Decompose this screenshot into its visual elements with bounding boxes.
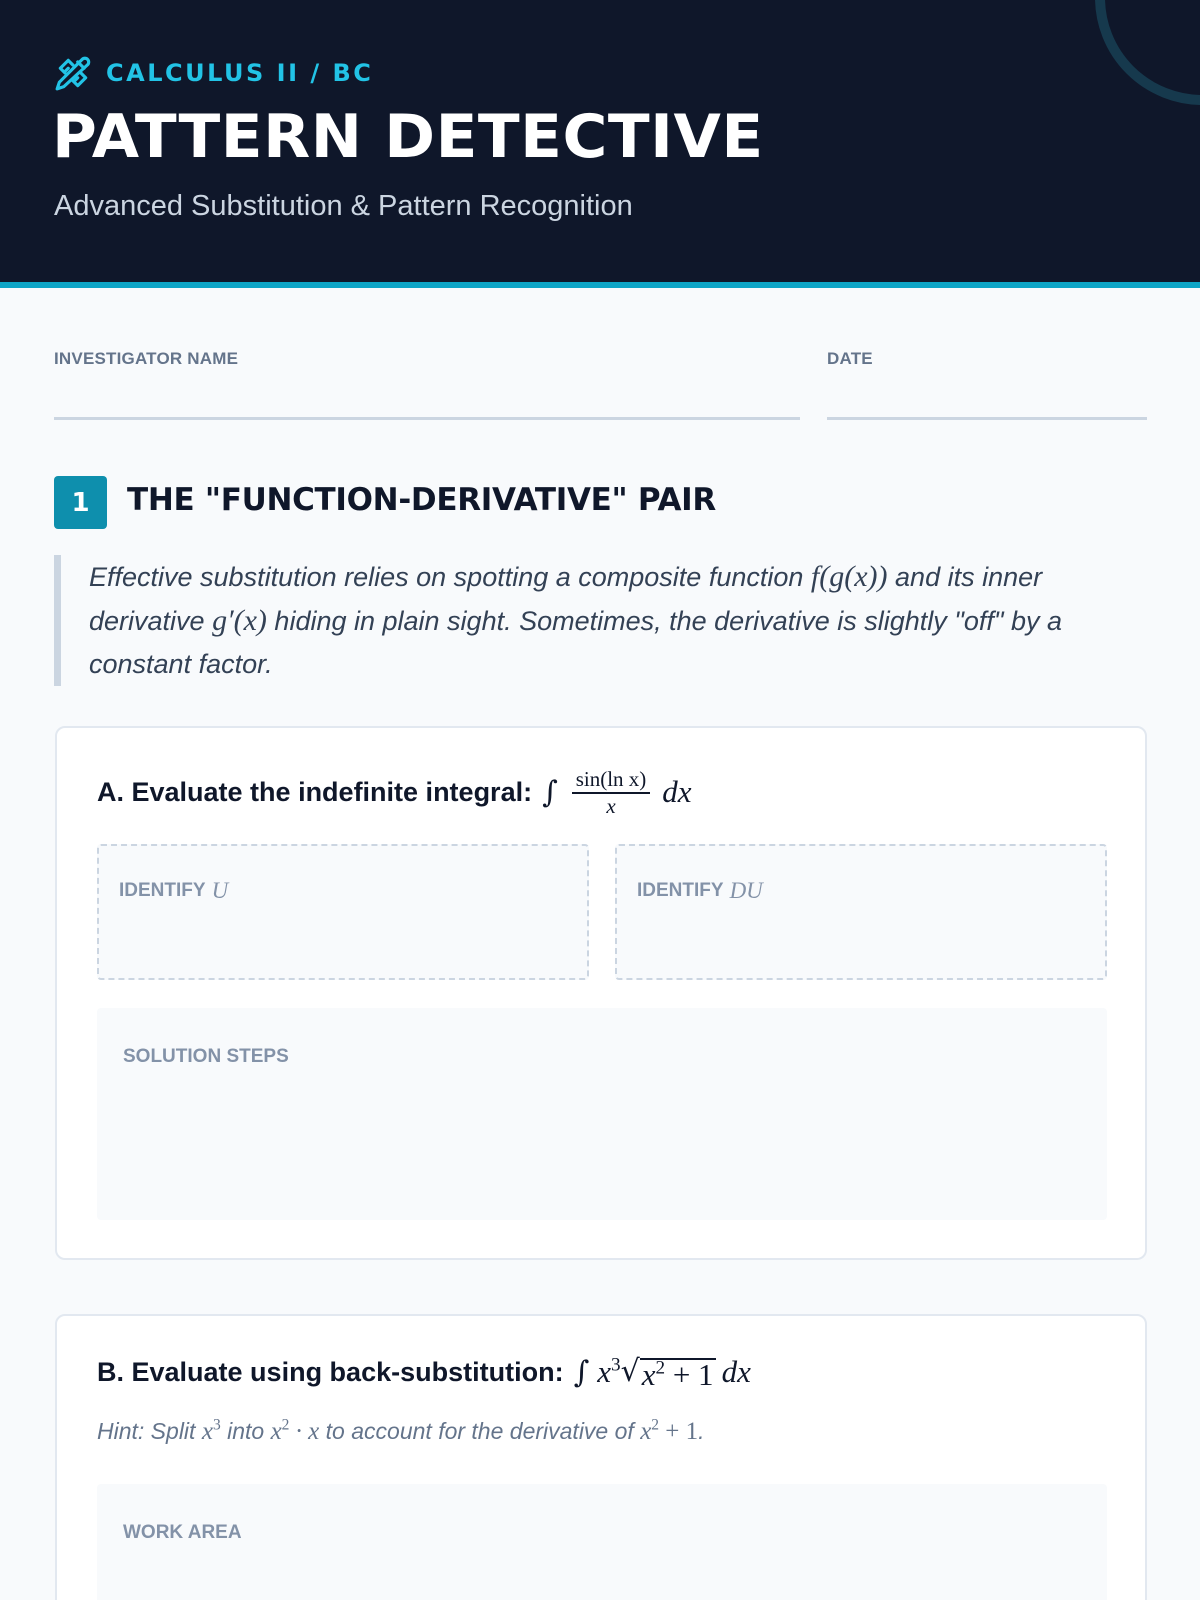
date-field[interactable] — [827, 417, 1147, 420]
identify-du-text: IDENTIFY — [637, 880, 724, 901]
fraction-numerator: sin(ln x) — [572, 766, 651, 794]
section-title: THE "FUNCTION-DERIVATIVE" PAIR — [127, 482, 716, 518]
decorative-ring — [1095, 0, 1200, 105]
identify-u-box[interactable] — [97, 844, 589, 980]
page-title: PATTERN DETECTIVE — [52, 102, 764, 172]
identify-du-box[interactable] — [615, 844, 1107, 980]
hint-math-3: $x^2 + 1$ — [640, 1416, 699, 1445]
intro-math-derivative: g′(x) — [212, 604, 267, 637]
hint-math-1: $x^3$ — [201, 1416, 221, 1445]
date-label: DATE — [827, 349, 873, 368]
differential: dx — [721, 1354, 751, 1389]
identify-du-label — [637, 878, 763, 904]
intro-text-2: and its inner derivative — [89, 562, 1043, 636]
differential: dx — [662, 774, 692, 809]
work-area[interactable] — [97, 1484, 1107, 1600]
problem-a-prompt: A. Evaluate the indefinite integral: — [97, 776, 533, 807]
square-root: √ $x^2 + 1$ — [620, 1353, 714, 1392]
header-banner — [0, 0, 1200, 288]
section-intro — [54, 555, 1146, 686]
work-area-label: WORK AREA — [123, 1522, 242, 1543]
identify-u-label — [119, 878, 228, 904]
problem-b-prompt: B. Evaluate using back-substitution: — [97, 1356, 564, 1387]
problem-card-b — [55, 1314, 1147, 1600]
problem-b-expression — [574, 1354, 751, 1390]
page-subtitle: Advanced Substitution & Pattern Recognition — [54, 190, 633, 222]
identify-du-var: DU — [729, 878, 763, 903]
identify-u-text: IDENTIFY — [119, 880, 206, 901]
intro-text-1: Effective substitution relies on spotting a composite function — [89, 562, 811, 592]
integral-sign: ∫ — [542, 774, 558, 810]
solution-steps-label: SOLUTION STEPS — [123, 1046, 289, 1067]
problem-a-title — [97, 766, 692, 818]
course-tag — [54, 54, 373, 92]
problem-a-expression — [542, 766, 691, 818]
investigator-name-field[interactable] — [54, 417, 800, 420]
course-label: CALCULUS II / BC — [106, 59, 374, 87]
factor-term: $x^3$ — [597, 1354, 621, 1389]
problem-card-a — [55, 726, 1147, 1260]
intro-text-3: hiding in plain sight. Sometimes, the derivative is slightly "off" by a constant factor. — [89, 606, 1062, 679]
fraction — [572, 766, 651, 818]
section-number-badge: 1 — [54, 476, 107, 529]
integral-sign: ∫ — [573, 1354, 590, 1390]
radicand: $x^2 + 1$ — [641, 1356, 714, 1392]
intro-math-composite: f(g(x)) — [810, 560, 888, 593]
fraction-denominator: x — [606, 794, 616, 818]
solution-steps-area[interactable] — [97, 1008, 1107, 1220]
investigator-name-label: INVESTIGATOR NAME — [54, 349, 239, 368]
pencil-ruler-icon — [54, 54, 92, 92]
hint-text: Hint: Split $x^3$ into $x^2 \cdot x$ to account for the derivative of $x^2 + 1$. — [97, 1416, 705, 1445]
hint-math-2: $x^2 \cdot x$ — [270, 1416, 320, 1445]
identify-u-var: U — [211, 878, 229, 903]
problem-b-title — [97, 1354, 751, 1390]
